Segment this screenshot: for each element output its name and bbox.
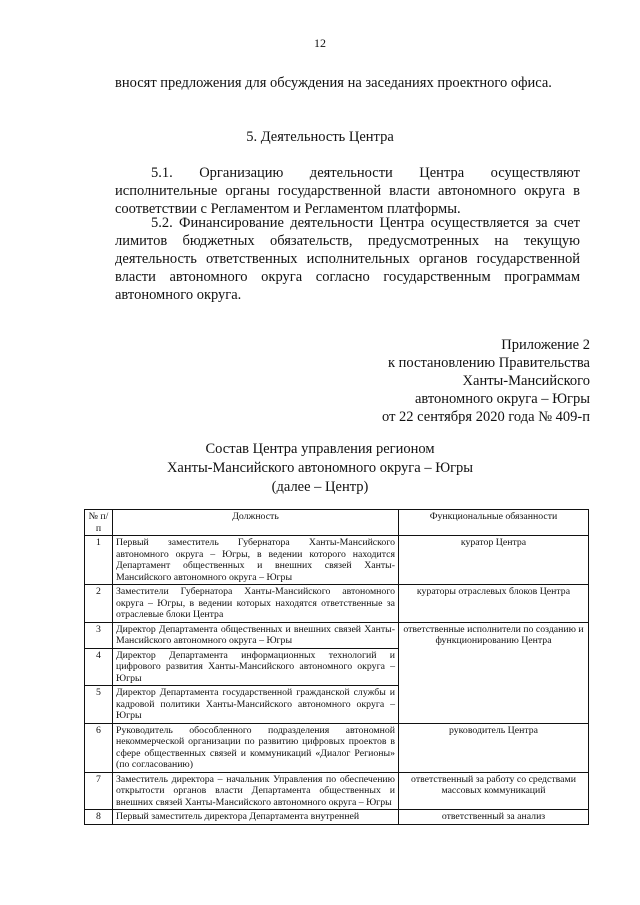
- row-position: Заместитель директора – начальник Управления по обеспечению открытости органов власти Департамента общественных и внешних связей Ханты-Мансийского автономного округа – Югры: [113, 772, 399, 810]
- paragraph-5-1: 5.1. Организацию деятельности Центра осуществляют исполнительные органы государственной власти автономного округа в соответствии с Регламентом и Регламентом платформы.: [115, 165, 580, 217]
- section-heading: 5. Деятельность Центра: [246, 129, 394, 145]
- row-duty: ответственный за анализ: [399, 810, 589, 825]
- row-position: Директор Департамента государственной гражданской службы и кадровой политики Ханты-Мансийского автономного округа – Югры: [113, 686, 399, 724]
- paragraph-5-2: 5.2. Финансирование деятельности Центра осуществляется за счет лимитов бюджетных обязательств, предусмотренных на текущую деятельность ответственных исполнительных органов государственной власти автономного округа согласно государственным программам автономного округа.: [115, 215, 580, 303]
- appendix-line: к постановлению Правительства: [388, 355, 590, 371]
- row-num: 5: [85, 686, 113, 724]
- row-duty: руководитель Центра: [399, 723, 589, 772]
- row-position: Директор Департамента информационных технологий и цифрового развития Ханты-Мансийского автономного округа – Югры: [113, 648, 399, 686]
- appendix-line: Ханты-Мансийского: [462, 373, 590, 389]
- intro-continuation: вносят предложения для обсуждения на заседаниях проектного офиса.: [115, 75, 552, 91]
- appendix-line: Приложение 2: [501, 337, 590, 353]
- title-line: (далее – Центр): [271, 479, 369, 495]
- row-duty: куратор Центра: [399, 536, 589, 585]
- composition-table: [84, 509, 589, 825]
- table-row: [85, 772, 589, 810]
- row-position: Руководитель обособленного подразделения автономной некоммерческой организации по развитию цифровых проектов в сфере общественных связей и коммуникаций «Диалог Регионы» (по согласованию): [113, 723, 399, 772]
- row-num: 2: [85, 585, 113, 623]
- header-position: Должность: [113, 510, 399, 536]
- row-position: Первый заместитель директора Департамента внутренней: [113, 810, 399, 825]
- row-num: 4: [85, 648, 113, 686]
- row-duty: ответственный за работу со средствами массовых коммуникаций: [399, 772, 589, 810]
- row-num: 8: [85, 810, 113, 825]
- header-num: № п/п: [85, 510, 113, 536]
- table-row: [85, 723, 589, 772]
- title-line: Ханты-Мансийского автономного округа – Югры: [166, 460, 474, 476]
- page-number: 12: [314, 36, 326, 50]
- row-num: 6: [85, 723, 113, 772]
- row-num: 7: [85, 772, 113, 810]
- row-position: Первый заместитель Губернатора Ханты-Мансийского автономного округа – Югры, в ведении которого находится Департамент общественных и внешних связей Ханты-Мансийского автономного округа – Югры: [113, 536, 399, 585]
- appendix-line: от 22 сентября 2020 года № 409-п: [382, 409, 590, 425]
- row-num: 3: [85, 622, 113, 648]
- row-num: 1: [85, 536, 113, 585]
- row-duty: кураторы отраслевых блоков Центра: [399, 585, 589, 623]
- table-row: [85, 622, 589, 648]
- table-row: [85, 810, 589, 825]
- header-duty: Функциональные обязанности: [399, 510, 589, 536]
- table-header-row: [85, 510, 589, 536]
- composition-title: [0, 440, 640, 497]
- row-position: Директор Департамента общественных и внешних связей Ханты-Мансийского автономного округа – Югры: [113, 622, 399, 648]
- table-row: [85, 585, 589, 623]
- row-duty-merged: ответственные исполнители по созданию и функционированию Центра: [399, 622, 589, 723]
- appendix-line: автономного округа – Югры: [414, 391, 590, 407]
- appendix-block: [382, 336, 590, 426]
- title-line: Состав Центра управления регионом: [205, 441, 435, 457]
- row-position: Заместители Губернатора Ханты-Мансийского автономного округа – Югры, в ведении которых находятся ответственные за отраслевые блоки Центра: [113, 585, 399, 623]
- table-row: [85, 536, 589, 585]
